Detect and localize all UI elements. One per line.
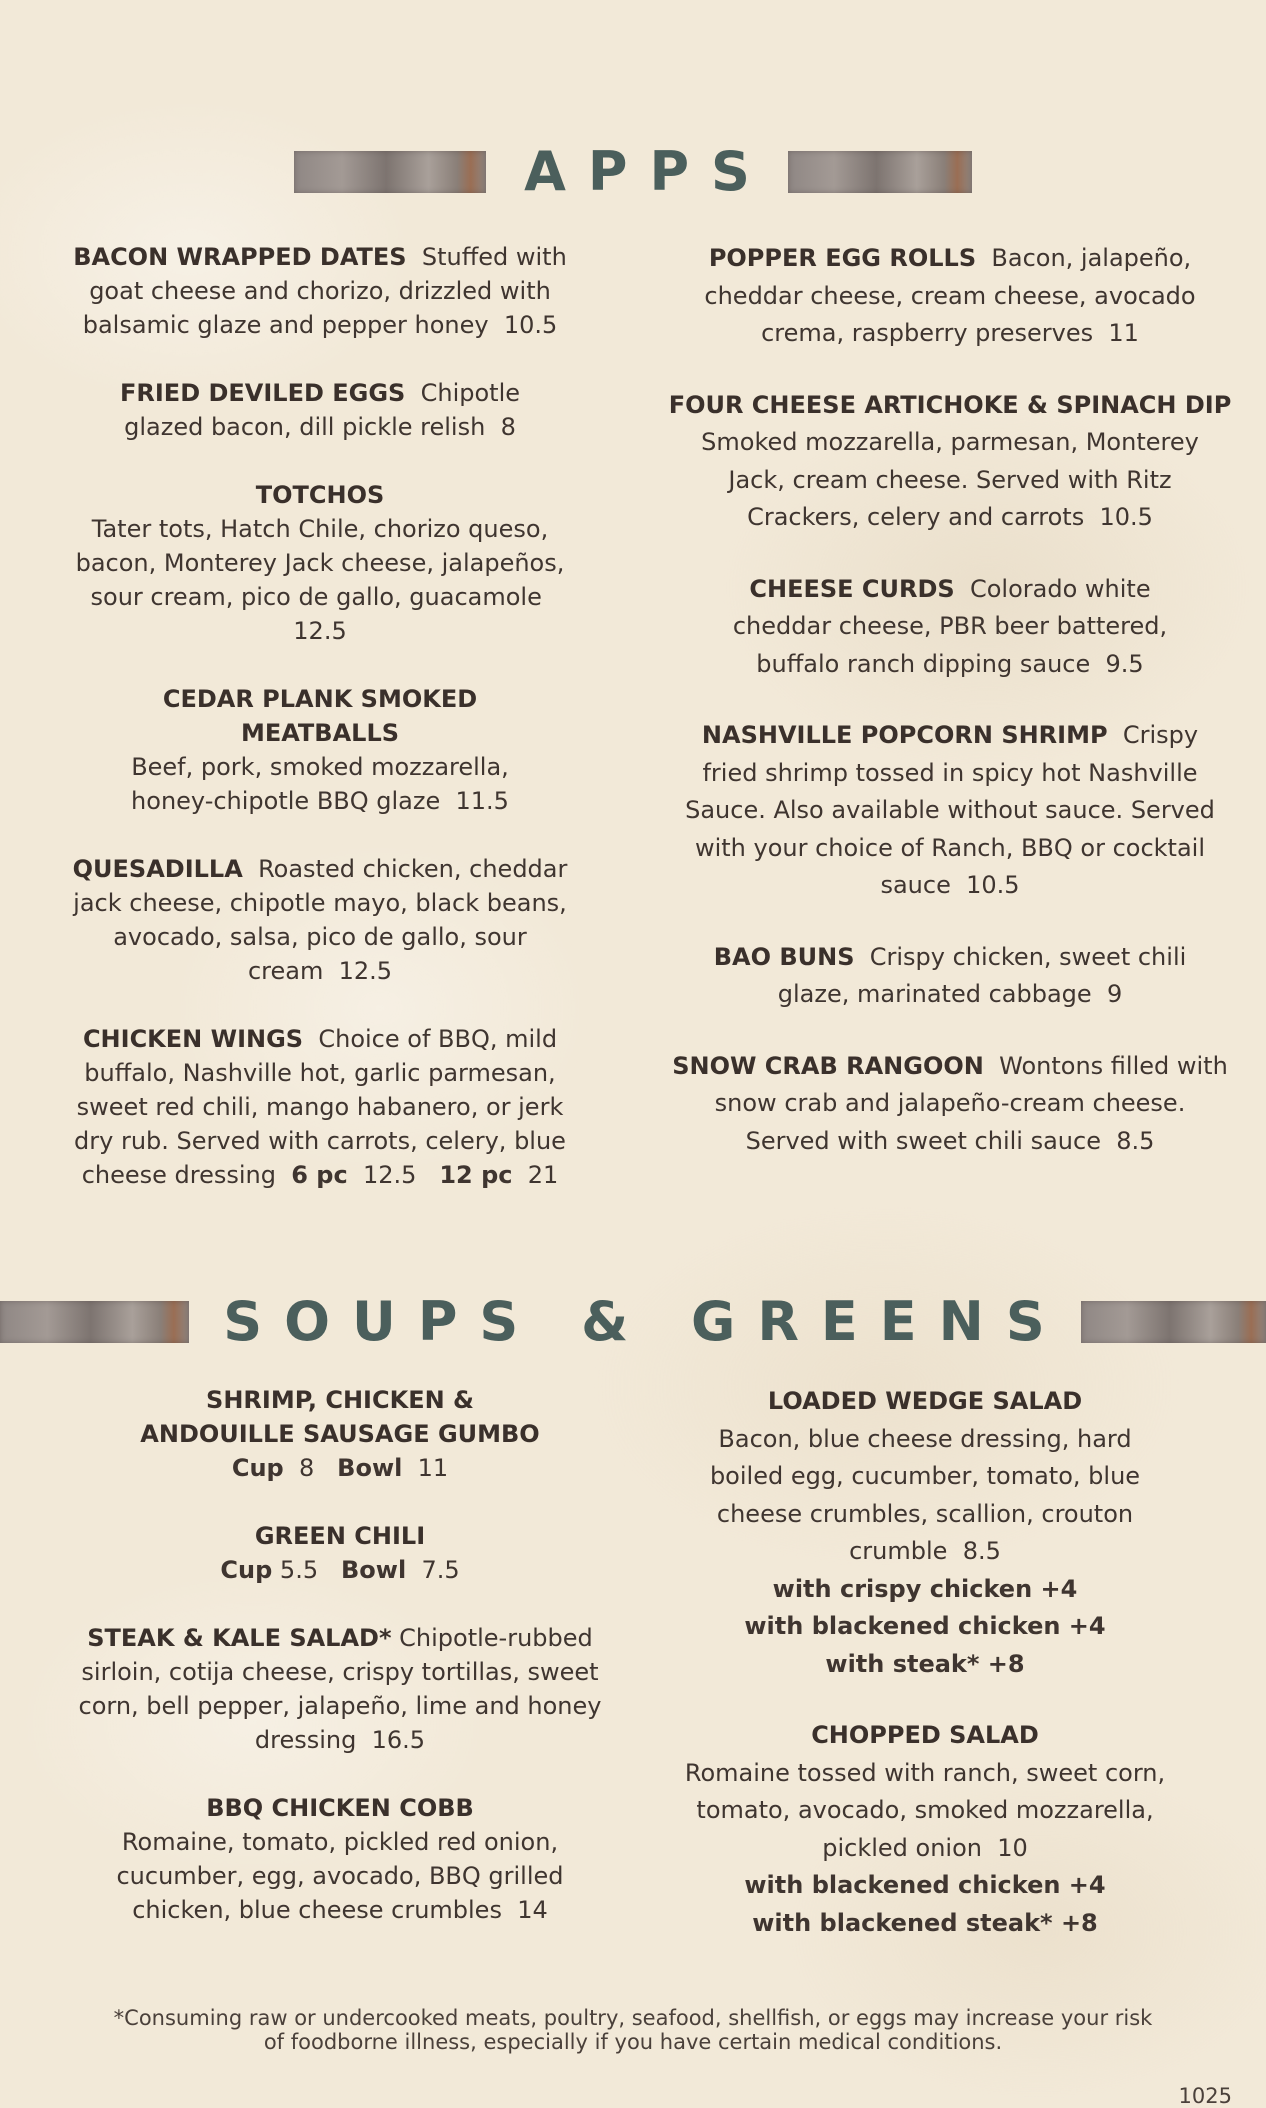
item-name: CHEESE CURDS	[749, 574, 955, 603]
menu-item	[680, 717, 1220, 905]
item-desc: Beef, pork, smoked mozzarella, honey-chipotle BBQ glaze	[131, 753, 509, 815]
item-desc: Choice of BBQ, mild buffalo, Nashville hot, garlic parmesan, sweet red chili, mango habanero, or jerk dry rub. Served with carrots, celery, blue cheese dressing	[74, 1025, 566, 1189]
item-desc: Chipotle glazed bacon, dill pickle relish	[124, 379, 521, 441]
item-price: 7.5	[421, 1556, 460, 1584]
item-price: 10.5	[966, 871, 1020, 899]
item-price: 8.5	[962, 1537, 1001, 1565]
item-price: 10.5	[503, 311, 558, 339]
menu-item	[60, 376, 580, 444]
item-size: 6 pc	[291, 1161, 348, 1189]
item-price: 8	[500, 413, 516, 441]
item-desc: Romaine tossed with ranch, sweet corn, tomato, avocado, smoked mozzarella, pickled onion	[684, 1758, 1166, 1862]
item-name: QUESADILLA	[72, 855, 243, 883]
item-name: BACON WRAPPED DATES	[73, 243, 407, 271]
item-size: 12 pc	[439, 1161, 513, 1189]
disclaimer-line: *Consuming raw or undercooked meats, poultry, seafood, shellfish, or eggs may increase your risk	[113, 2006, 1153, 2030]
item-name: SHRIMP, CHICKEN & ANDOUILLE SAUSAGE GUMBO	[140, 1386, 540, 1448]
food-safety-disclaimer	[60, 2006, 1206, 2054]
item-name: TOTCHOS	[255, 481, 385, 509]
item-price: 12.5	[362, 1161, 417, 1189]
heading-bar-left	[0, 1301, 189, 1343]
item-price: 14	[517, 1896, 548, 1924]
apps-right-column	[668, 240, 1232, 1194]
item-desc: Romaine, tomato, pickled red onion, cucumber, egg, avocado, BBQ grilled chicken, blue cheese crumbles	[116, 1828, 564, 1924]
item-price: 8.5	[1116, 1126, 1155, 1155]
menu-item	[60, 478, 580, 648]
menu-item	[60, 852, 580, 988]
item-addon: with blackened steak* +8	[752, 1908, 1098, 1937]
item-price: 16.5	[371, 1726, 426, 1754]
item-desc: Tater tots, Hatch Chile, chorizo queso, bacon, Monterey Jack cheese, jalapeños, sour cream, pico de gallo, guacamole	[75, 515, 565, 611]
item-price: 5.5	[279, 1556, 319, 1584]
item-size: Bowl	[337, 1454, 403, 1482]
item-addon: with steak* +8	[825, 1649, 1025, 1678]
soups-left-column	[60, 1383, 620, 1961]
item-price: 11	[1108, 319, 1139, 347]
menu-item	[680, 240, 1220, 353]
apps-title: APPS	[524, 140, 772, 203]
menu-item	[670, 1383, 1180, 1683]
item-name: SNOW CRAB RANGOON	[672, 1051, 984, 1080]
soups-heading	[0, 1290, 1266, 1353]
apps-left-column	[60, 240, 580, 1226]
item-addon: with blackened chicken +4	[744, 1871, 1106, 1899]
menu-item	[60, 682, 580, 818]
item-desc: Chipotle-rubbed sirloin, cotija cheese, crispy tortillas, sweet corn, bell pepper, jalapeño, lime and honey dressing	[78, 1624, 602, 1754]
soups-right-column	[670, 1383, 1180, 1976]
item-price: 8	[298, 1454, 315, 1482]
menu-item	[60, 1519, 620, 1587]
item-price: 9	[1106, 980, 1123, 1008]
menu-code: 1025	[1178, 2084, 1232, 2108]
item-size: Cup	[231, 1454, 284, 1482]
item-name: NASHVILLE POPCORN SHRIMP	[701, 721, 1108, 749]
item-desc: Colorado white cheddar cheese, PBR beer battered, buffalo ranch dipping sauce	[732, 574, 1168, 678]
item-name: CEDAR PLANK SMOKED MEATBALLS	[162, 685, 478, 747]
menu-item	[60, 1022, 580, 1192]
soups-title: SOUPS & GREENS	[223, 1290, 1067, 1353]
item-name: GREEN CHILI	[254, 1522, 426, 1550]
item-desc: Smoked mozzarella, parmesan, Monterey Jack, cream cheese. Served with Ritz Crackers, celery and carrots 10.5	[701, 428, 1199, 531]
item-addon: with crispy chicken +4	[772, 1574, 1078, 1603]
menu-item	[670, 1717, 1180, 1942]
item-price: 11.5	[455, 787, 509, 815]
item-name: CHOPPED SALAD	[811, 1721, 1039, 1749]
item-name: BAO BUNS	[713, 942, 855, 971]
heading-bar-right	[1081, 1301, 1266, 1343]
item-name: FRIED DEVILED EGGS	[120, 379, 406, 407]
disclaimer-line: of foodborne illness, especially if you have certain medical conditions.	[263, 2030, 1003, 2054]
item-desc: Roasted chicken, cheddar jack cheese, chipotle mayo, black beans, avocado, salsa, pico de gallo, sour cream	[73, 855, 568, 985]
menu-item	[60, 1383, 620, 1485]
item-size: Bowl	[340, 1556, 407, 1584]
menu-item	[60, 240, 580, 342]
item-name: CHICKEN WINGS	[82, 1025, 304, 1053]
item-price: 21	[527, 1161, 559, 1189]
menu-item	[680, 571, 1220, 684]
menu-item	[60, 1791, 620, 1927]
item-size: Cup	[220, 1556, 273, 1584]
menu-item	[666, 387, 1234, 537]
item-price: 12.5	[293, 617, 347, 645]
menu-item	[672, 1048, 1228, 1161]
heading-bar-right	[788, 151, 972, 193]
item-price: 10.5	[1099, 503, 1153, 531]
item-price: 11	[417, 1454, 449, 1482]
item-name: POPPER EGG ROLLS	[708, 244, 977, 272]
heading-bar-left	[294, 151, 486, 193]
item-name: STEAK & KALE SALAD*	[87, 1624, 392, 1652]
item-price: 9.5	[1105, 649, 1144, 678]
item-desc: Bacon, jalapeño, cheddar cheese, cream cheese, avocado crema, raspberry preserves	[704, 244, 1196, 347]
item-price: 10	[997, 1833, 1028, 1862]
item-name: FOUR CHEESE ARTICHOKE & SPINACH DIP	[668, 390, 1232, 419]
item-desc: Crispy chicken, sweet chili glaze, marinated cabbage	[777, 942, 1187, 1008]
item-name: BBQ CHICKEN COBB	[206, 1794, 474, 1822]
item-price: 12.5	[338, 957, 393, 985]
item-desc: Stuffed with goat cheese and chorizo, drizzled with balsamic glaze and pepper honey	[82, 243, 567, 339]
item-desc: Crispy fried shrimp tossed in spicy hot Nashville Sauce. Also available without sauce. Served with your choice of Ranch, BBQ or cocktail sauce	[685, 721, 1215, 899]
item-name: LOADED WEDGE SALAD	[767, 1387, 1083, 1415]
menu-item	[60, 1621, 620, 1757]
item-addon: with blackened chicken +4	[744, 1612, 1106, 1640]
item-desc: Wontons filled with snow crab and jalapeño-cream cheese. Served with sweet chili sauce	[714, 1051, 1228, 1155]
apps-heading	[0, 140, 1266, 203]
item-desc: Bacon, blue cheese dressing, hard boiled egg, cucumber, tomato, blue cheese crumbles, scallion, crouton crumble	[709, 1424, 1141, 1565]
menu-item	[680, 939, 1220, 1014]
